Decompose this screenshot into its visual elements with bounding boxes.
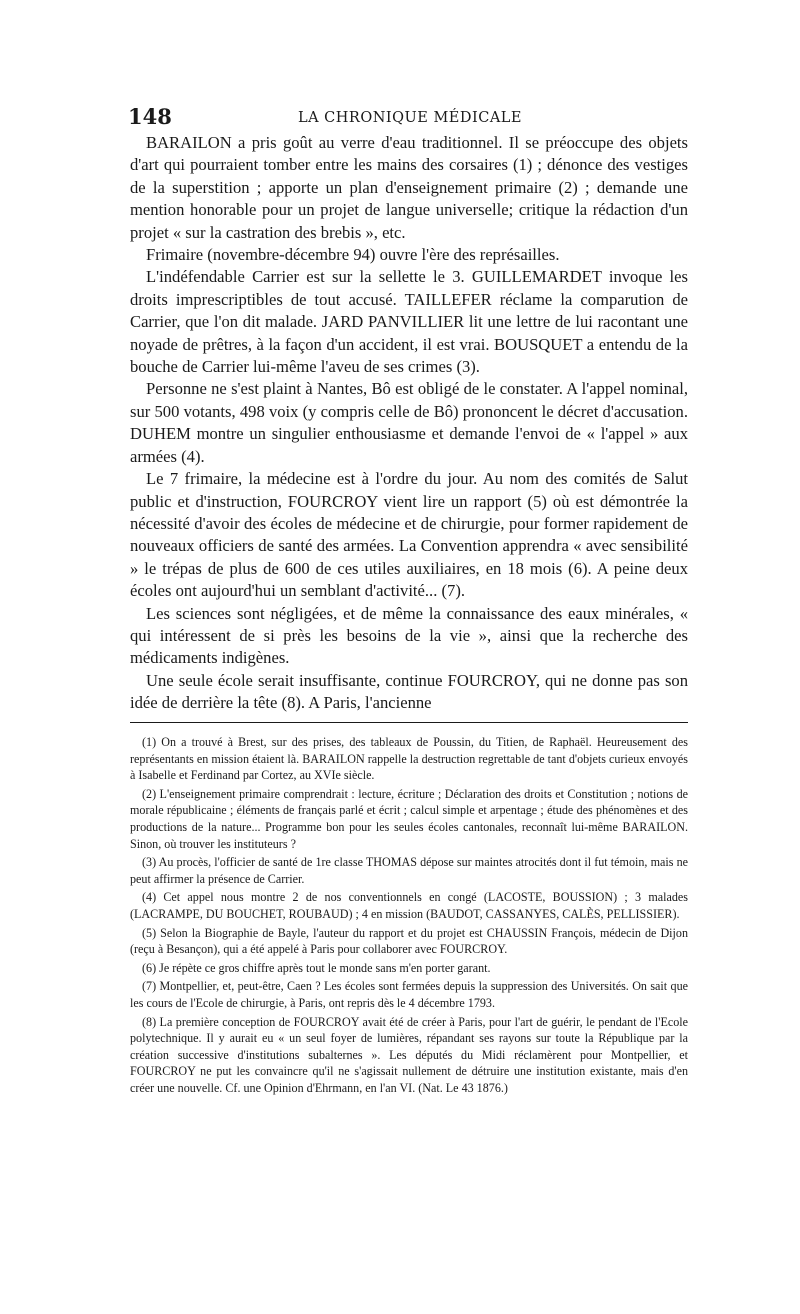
- page-number: 148: [128, 104, 172, 129]
- footnote: (4) Cet appel nous montre 2 de nos conventionnels en congé (LACOSTE, BOUSSION) ; 3 malades (LACRAMPE, DU BOUCHET, ROUBAUD) ; 4 en mission (BAUDOT, CASSANYES, CALÈS, PELLISSIER).: [130, 890, 688, 921]
- footnote: (7) Montpellier, et, peut-être, Caen ? Les écoles sont fermées depuis la suppression des Universités. On sait que les cours de l'Ecole de chirurgie, à Paris, ont repris dès le 4 décembre 1793.: [130, 979, 688, 1010]
- paragraph: Le 7 frimaire, la médecine est à l'ordre du jour. Au nom des comités de Salut public et d'instruction, FOURCROY vient lire un rapport (5) où est démontrée la nécessité d'avoir des écoles de médecine et de chirurgie, pour former rapidement de nouveaux officiers de santé des armées. La Convention apprendra « avec sensibilité » le trépas de plus de 600 de ces utiles auxiliaires, en 18 mois (6). A peine deux écoles ont aujourd'hui un semblant d'activité... (7).: [130, 469, 688, 601]
- footnote: (6) Je répète ce gros chiffre après tout le monde sans m'en porter garant.: [142, 960, 491, 975]
- paragraph: Personne ne s'est plaint à Nantes, Bô est obligé de le constater. A l'appel nominal, sur 500 votants, 498 voix (y compris celle de Bô) prononcent le décret d'accusation. DUHEM montre un singulier enthousiasme et demande l'envoi de « l'appel » aux armées (4).: [130, 379, 688, 466]
- footnote: (2) L'enseignement primaire comprendrait : lecture, écriture ; Déclaration des droits et Constitution ; notions de morale républicaine ; éléments de français parlé et écrit ; calcul simple et arpentage ; étude des phénomènes et des productions de la nature... Programme bon pour les seules écoles cantonales, reconnaît lui-même BARAILON. Sinon, où trouver les instituteurs ?: [130, 786, 688, 851]
- paragraph: BARAILON a pris goût au verre d'eau traditionnel. Il se préoccupe des objets d'art qui pourraient tomber entre les mains des corsaires (1) ; dénonce des vestiges de la superstition ; apporte un plan d'enseignement primaire (2) ; demande une mention honorable pour un projet de langue universelle; critique la rédaction d'un projet « sur la castration des brebis », etc.: [130, 133, 688, 242]
- paragraph: L'indéfendable Carrier est sur la sellette le 3. GUILLEMARDET invoque les droits imprescriptibles de tout accusé. TAILLEFER réclame la comparution de Carrier, que l'on dit malade. JARD PANVILLIER lit une lettre de lui racontant une noyade de prêtres, à la façon d'un accident, il est vrai. BOUSQUET a entendu de la bouche de Carrier lui-même l'aveu de ses crimes (3).: [130, 267, 688, 377]
- running-title: LA CHRONIQUE MÉDICALE: [297, 110, 523, 126]
- paragraph: Frimaire (novembre-décembre 94) ouvre l'ère des représailles.: [146, 245, 560, 265]
- footnotes: [130, 734, 688, 1098]
- paragraph: Une seule école serait insuffisante, continue FOURCROY, qui ne donne pas son idée de derrière la tête (8). A Paris, l'ancienne: [130, 670, 688, 713]
- footnote: (5) Selon la Biographie de Bayle, l'auteur du rapport et du projet est CHAUSSIN François, médecin de Dijon (reçu à Besançon), qui a été appelé à Paris pour collaborer avec FOURCROY.: [130, 925, 688, 957]
- paragraph: Les sciences sont négligées, et de même la connaissance des eaux minérales, « qui intéressent de si près les besoins de la vie », ainsi que la recherche des médicaments indigènes.: [130, 603, 688, 668]
- page-header: [128, 104, 692, 134]
- footnote-divider: [130, 722, 688, 723]
- footnote: (1) On a trouvé à Brest, sur des prises, des tableaux de Poussin, du Titien, de Raphaël. Heureusement des représentants en mission étaient là. BARAILON rappelle la destruction regrettable de tant d'objets curieux envoyés à Isabelle et Ferdinand par Cortez, au XVIe siècle.: [130, 735, 688, 783]
- footnote: (8) La première conception de FOURCROY avait été de créer à Paris, pour l'art de guérir, le pendant de l'Ecole polytechnique. Il y aurait eu « un seul foyer de lumières, répandant ses rayons sur toute la République par la création successive d'institutions subalternes ». Les députés du Midi réclamèrent pour Montpellier, et FOURCROY ne put les convaincre qu'il ne s'agissait nullement de détruire une institution existante, mais d'en créer une nouvelle. Cf. une Opinion d'Ehrmann, en l'an VI. (Nat. Le 43 1876.): [130, 1014, 688, 1095]
- footnote: (3) Au procès, l'officier de santé de 1re classe THOMAS dépose sur maintes atrocités dont il fut témoin, mais ne peut affirmer la présence de Carrier.: [130, 855, 688, 886]
- body-text: [130, 132, 688, 715]
